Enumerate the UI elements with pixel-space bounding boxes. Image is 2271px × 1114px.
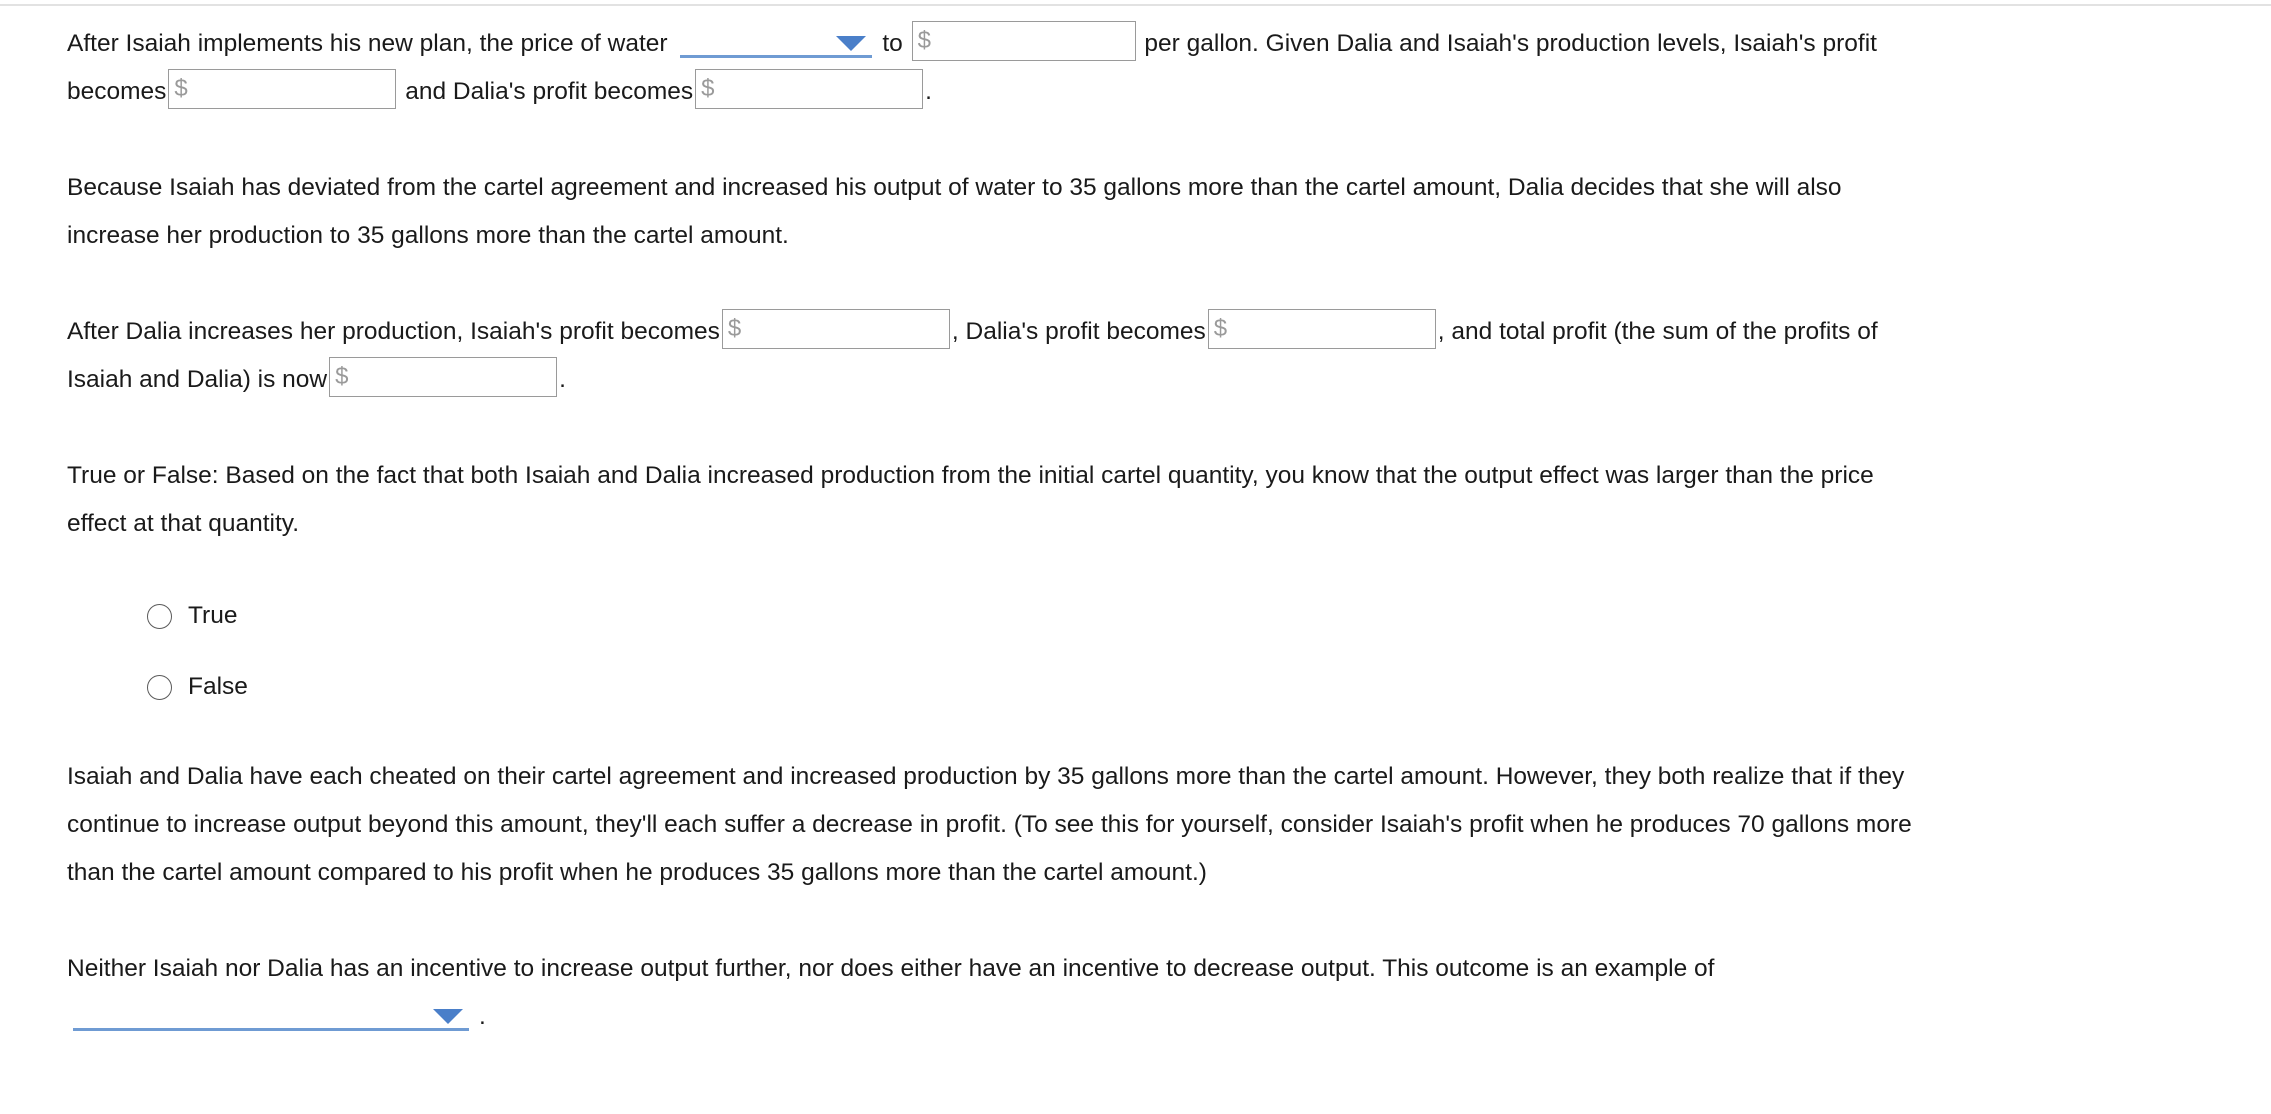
dollar-sign: $ <box>335 362 349 390</box>
outcome-type-dropdown[interactable] <box>73 995 469 1031</box>
isaiah-profit-text: Isaiah's profit becomes <box>67 30 1877 105</box>
new-price-input[interactable] <box>912 21 1136 61</box>
dalia-profit-input[interactable] <box>695 69 923 109</box>
chevron-down-icon <box>433 1009 463 1024</box>
isaiah-profit-after-text: After Dalia increases her production, Isaiah's profit becomes <box>67 318 720 345</box>
dollar-sign: $ <box>727 314 742 342</box>
isaiah-profit-after-field[interactable] <box>723 314 949 352</box>
isaiah-profit-field[interactable] <box>169 74 395 112</box>
true-false-radio-group <box>147 598 1917 705</box>
radio-button-true[interactable] <box>147 604 172 629</box>
top-divider <box>0 4 2271 6</box>
period: . <box>559 366 566 393</box>
true-false-question: True or False: Based on the fact that both Isaiah and Dalia increased production from the initial cartel quantity, you know that the output effect was larger than the price effect at that quantity. <box>67 462 1874 537</box>
total-profit-text: , and total profit (the sum of the profits of Isaiah and Dalia) is now <box>67 318 1878 393</box>
dalia-profit-text: and Dalia's profit becomes <box>405 78 694 105</box>
new-price-field[interactable] <box>913 26 1135 64</box>
price-change-dropdown[interactable] <box>680 22 872 58</box>
dollar-sign: $ <box>917 26 931 54</box>
isaiah-profit-after-input[interactable] <box>722 309 950 349</box>
period: . <box>479 1003 486 1030</box>
question-price-and-profit <box>67 20 1917 116</box>
radio-label-true: True <box>188 602 238 629</box>
to-text: to <box>882 30 903 57</box>
dalia-profit-after-text: , Dalia's profit becomes <box>951 318 1206 345</box>
isaiah-profit-input[interactable] <box>168 69 396 109</box>
question-content <box>67 20 1917 1041</box>
equilibrium-text: Neither Isaiah nor Dalia has an incentive to increase output further, nor does either have an incentive to decrease output. This outcome is an example of <box>67 955 1715 982</box>
total-profit-field[interactable] <box>330 362 556 400</box>
radio-option-false[interactable] <box>147 669 1917 705</box>
dollar-sign: $ <box>174 74 188 102</box>
radio-button-false[interactable] <box>147 675 172 700</box>
dalia-decision-paragraph: Because Isaiah has deviated from the cartel agreement and increased his output of water to 35 gallons more than the cartel amount, Dalia decides that she will also increase her production to 35 gallons more than the cartel amount. <box>67 174 1842 249</box>
total-profit-input[interactable] <box>329 357 557 397</box>
dalia-profit-after-input[interactable] <box>1208 309 1436 349</box>
cheating-explanation-paragraph: Isaiah and Dalia have each cheated on their cartel agreement and increased production by 35 gallons more than the cartel amount. However, they both realize that if they continue to increase output beyond this amount, they'll each suffer a decrease in profit. (To see this for yourself, consider Isaiah's profit when he produces 70 gallons more than the cartel amount compared to his profit when he produces 35 gallons more than the cartel amount.) <box>67 763 1912 886</box>
dalia-profit-field[interactable] <box>696 74 922 112</box>
equilibrium-question <box>67 945 1917 1041</box>
dalia-profit-after-field[interactable] <box>1209 314 1435 352</box>
price-change-text: After Isaiah implements his new plan, the price of water <box>67 30 668 57</box>
period: . <box>925 78 932 105</box>
dollar-sign: $ <box>701 74 715 102</box>
dollar-sign: $ <box>1213 314 1228 342</box>
question-profits-after-dalia <box>67 308 1917 404</box>
radio-label-false: False <box>188 673 248 700</box>
per-gallon-text: per gallon. Given Dalia and Isaiah's production levels, <box>1144 30 1727 57</box>
chevron-down-icon <box>836 36 866 51</box>
radio-option-true[interactable] <box>147 598 1917 634</box>
